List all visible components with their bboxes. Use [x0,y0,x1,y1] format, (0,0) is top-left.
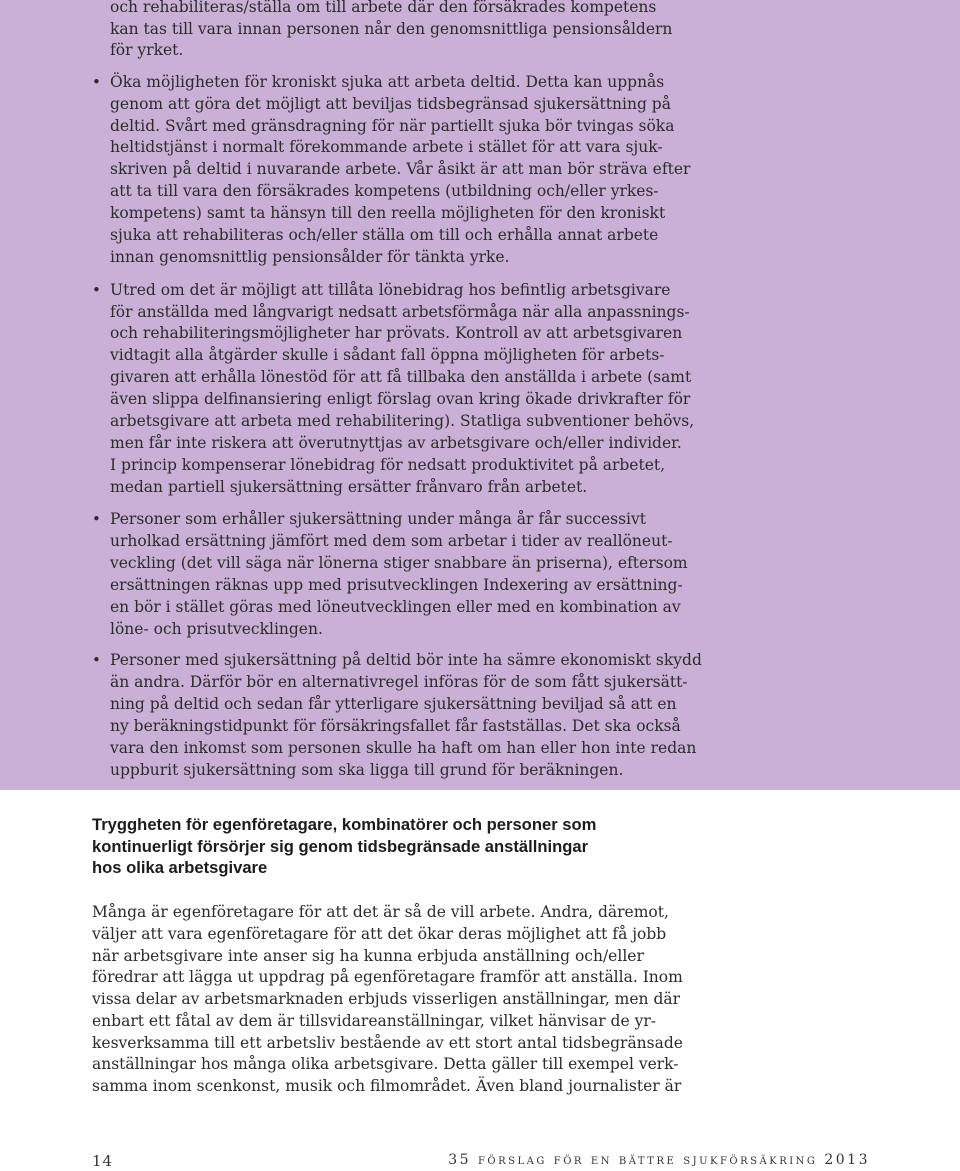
paragraph-line: föredrar att lägga ut uppdrag på egenföretagare framför att anställa. Inom [92,968,683,986]
paragraph-line: vissa delar av arbetsmarknaden erbjuds visserligen anställningar, men där [92,990,681,1008]
bullet-line: skriven på deltid i nuvarande arbete. Vår åsikt är att man bör sträva efter [110,160,691,178]
bullet-line: veckling (det vill säga när lönerna stiger snabbare än priserna), eftersom [110,554,688,572]
bullet-line: deltid. Svårt med gränsdragning för när partiellt sjuka bör tvingas söka [110,117,675,135]
bullet-line: och rehabiliteringsmöjligheter har prövats. Kontroll av att arbetsgivaren [110,324,683,342]
bullet-line: vidtagit alla åtgärder skulle i sådant fall öppna möjligheten för arbets- [110,346,665,364]
bullet-line: än andra. Därför bör en alternativregel införas för de som fått sjukersätt- [110,673,688,691]
paragraph-line: enbart ett fåtal av dem är tillsvidareanställningar, vilket hänvisar de yr- [92,1012,656,1030]
bullet-line: även slippa delfinansiering enligt förslag ovan kring ökade drivkrafter för [110,390,691,408]
section-heading-line: kontinuerligt försörjer sig genom tidsbegränsade anställningar [92,837,589,856]
bullet-line: Personer som erhåller sjukersättning under många år får successivt [110,510,646,528]
paragraph-line: väljer att vara egenföretagare för att det ökar deras möjlighet att få jobb [92,925,667,943]
bullet-line: ning på deltid och sedan får ytterligare sjukersättning beviljad så att en [110,695,677,713]
bullet-line: Utred om det är möjligt att tillåta lönebidrag hos befintlig arbetsgivare [110,281,671,299]
bullet-line: I princip kompenserar lönebidrag för nedsatt produktivitet på arbetet, [110,456,666,474]
bullet-line: ersättningen räknas upp med prisutvecklingen Indexering av ersättning- [110,576,683,594]
bullet-line: löne- och prisutvecklingen. [110,620,323,638]
bullet-line: Öka möjligheten för kroniskt sjuka att arbeta deltid. Detta kan uppnås [110,73,665,91]
intro-line: för yrket. [110,41,184,59]
bullet-line: urholkad ersättning jämfört med dem som arbetar i tider av reallöneut- [110,532,673,550]
bullet-line: vara den inkomst som personen skulle ha haft om han eller hon inte redan [110,739,697,757]
bullet-marker: • [92,73,101,91]
bullet-line: uppburit sjukersättning som ska ligga till grund för beräkningen. [110,761,624,779]
running-title: 35 förslag för en bättre sjukförsäkring 2013 [448,1152,870,1168]
intro-line: kan tas till vara innan personen når den genomsnittliga pensionsåldern [110,20,673,38]
paragraph-line: kesverksamma till ett arbetsliv bestående av ett stort antal tidsbegränsade [92,1034,683,1052]
section-heading-line: Tryggheten för egenföretagare, kombinatörer och personer som [92,815,597,834]
bullet-line: genom att göra det möjligt att beviljas tidsbegränsad sjukersättning på [110,95,671,113]
bullet-line: att ta till vara den försäkrades kompetens (utbildning och/eller yrkes- [110,182,659,200]
page-number: 14 [92,1152,114,1170]
bullet-line: arbetsgivare att arbeta med rehabilitering). Statliga subventioner behövs, [110,412,695,430]
bullet-marker: • [92,281,101,299]
bullet-line: men får inte riskera att överutnyttjas av arbetsgivare och/eller individer. [110,434,682,452]
bullet-line: för anställda med långvarigt nedsatt arbetsförmåga när alla anpassnings- [110,303,690,321]
bullet-line: heltidstjänst i normalt förekommande arbete i stället för att vara sjuk- [110,138,663,156]
paragraph-line: samma inom scenkonst, musik och filmområdet. Även bland journalister är [92,1077,682,1095]
bullet-line: givaren att erhålla lönestöd för att få tillbaka den anställda i arbete (samt [110,368,692,386]
bullet-line: ny beräkningstidpunkt för försäkringsfallet får fastställas. Det ska också [110,717,681,735]
bullet-line: kompetens) samt ta hänsyn till den reella möjligheten för den kroniskt [110,204,666,222]
bullet-marker: • [92,651,101,669]
bullet-line: innan genomsnittlig pensionsålder för tänkta yrke. [110,248,510,266]
bullet-marker: • [92,510,101,528]
bullet-line: en bör i stället göras med löneutvecklingen eller med en kombination av [110,598,681,616]
paragraph-line: när arbetsgivare inte anser sig ha kunna erbjuda anställning och/eller [92,947,644,965]
bullet-line: Personer med sjukersättning på deltid bör inte ha sämre ekonomiskt skydd [110,651,702,669]
bullet-line: sjuka att rehabiliteras och/eller ställa om till och erhålla annat arbete [110,226,659,244]
section-heading-line: hos olika arbetsgivare [92,858,268,877]
paragraph-line: anställningar hos många olika arbetsgivare. Detta gäller till exempel verk- [92,1055,679,1073]
bullet-line: medan partiell sjukersättning ersätter frånvaro från arbetet. [110,478,588,496]
intro-line: och rehabiliteras/ställa om till arbete där den försäkrades kompetens [110,0,657,16]
paragraph-line: Många är egenföretagare för att det är så de vill arbete. Andra, däremot, [92,903,669,921]
